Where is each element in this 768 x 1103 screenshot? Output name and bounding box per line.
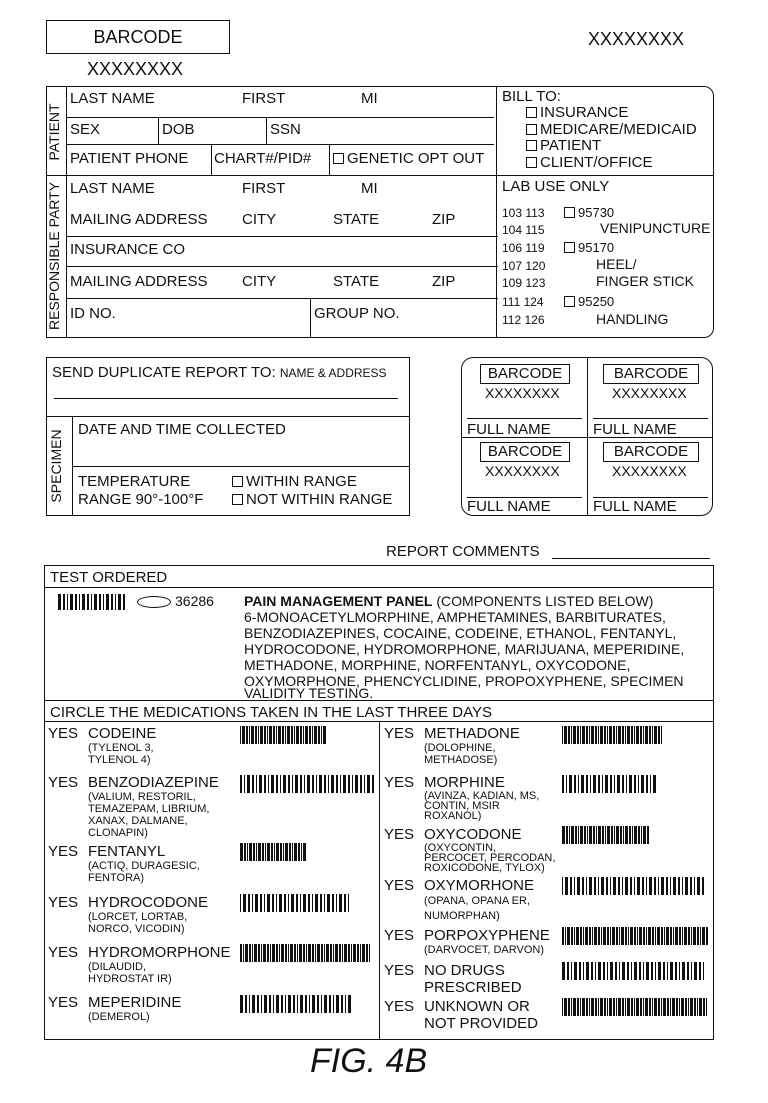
patient-last-name-field[interactable]: LAST NAME [70, 90, 155, 107]
test-select-oval[interactable] [137, 596, 171, 608]
ins-city-field[interactable]: CITY [242, 273, 277, 290]
rp-zip-field[interactable]: ZIP [432, 211, 456, 228]
report-comments-label: REPORT COMMENTS [386, 543, 540, 560]
meperidine-barcode [240, 995, 354, 1013]
lab-code-row-7: 112 126 [502, 313, 545, 327]
specimen-section-label: SPECIMEN [48, 429, 64, 503]
lab-handling: HANDLING [596, 311, 669, 327]
lab-code-row-6: 111 124 [502, 295, 544, 309]
checkbox-icon [526, 140, 537, 151]
patient-section-label: PATIENT [46, 103, 62, 161]
group-no-field[interactable]: GROUP NO. [314, 305, 400, 322]
within-range-checkbox[interactable]: WITHIN RANGE [232, 473, 357, 490]
test-barcode [58, 594, 126, 610]
patient-phone-field[interactable]: PATIENT PHONE [70, 150, 189, 167]
barcode-number: XXXXXXXX [87, 59, 184, 79]
label-barcode-4: BARCODE [603, 442, 699, 462]
barcode-box [46, 20, 230, 54]
temperature-label: TEMPERATURE [78, 473, 191, 490]
label-number-2: XXXXXXXX [612, 385, 687, 401]
porpoxyphene-barcode [562, 927, 708, 945]
panel-line-1: PAIN MANAGEMENT PANEL (COMPONENTS LISTED BELOW) [244, 593, 654, 609]
test-code: 36286 [175, 593, 214, 609]
rp-mi-field[interactable]: MI [361, 180, 378, 197]
label-barcode-2: BARCODE [603, 364, 699, 384]
checkbox-icon [564, 296, 575, 307]
morphine-barcode [562, 775, 656, 793]
panel-line-6: OXYMORPHONE, PHENCYCLIDINE, PROPOXYPHENE, SPECIMEN [244, 673, 684, 689]
panel-line-5: METHADONE, MORPHINE, NORFENTANYL, OXYCODONE, [244, 657, 631, 673]
patient-dob-field[interactable]: DOB [162, 121, 195, 138]
date-time-collected-field[interactable]: DATE AND TIME COLLECTED [78, 421, 286, 438]
lab-check-95170[interactable]: 95170 [564, 240, 614, 255]
rp-city-field[interactable]: CITY [242, 211, 277, 228]
form-number: XXXXXXXX [588, 29, 685, 49]
chart-pid-field[interactable]: CHART#/PID# [214, 150, 312, 167]
bill-to-patient-checkbox[interactable]: PATIENT [526, 137, 601, 154]
panel-line-2: 6-MONOACETYLMORPHINE, AMPHETAMINES, BARBITURATES, [244, 609, 666, 625]
bill-to-title: BILL TO: [502, 88, 561, 105]
checkbox-icon [564, 242, 575, 253]
label-full-name-4[interactable]: FULL NAME [593, 498, 677, 515]
checkbox-icon [526, 107, 537, 118]
panel-line-3: BENZODIAZEPINES, COCAINE, CODEINE, ETHANOL, FENTANYL, [244, 625, 677, 641]
lab-code-row-3: 106 119 [502, 241, 545, 255]
genetic-opt-out-checkbox[interactable]: GENETIC OPT OUT [333, 150, 484, 167]
lab-venipuncture: VENIPUNCTURE [600, 220, 711, 236]
duplicate-report-label: SEND DUPLICATE REPORT TO: NAME & ADDRESS [52, 364, 387, 381]
label-full-name-3[interactable]: FULL NAME [467, 498, 551, 515]
figure-label: FIG. 4B [310, 1042, 428, 1080]
fentanyl-barcode [240, 843, 306, 861]
patient-mi-field[interactable]: MI [361, 90, 378, 107]
checkbox-icon [232, 476, 243, 487]
ins-state-field[interactable]: STATE [333, 273, 380, 290]
lab-code-row-5: 109 123 [502, 276, 546, 290]
lab-code-row-1: 103 113 [502, 206, 545, 220]
medications-header: CIRCLE THE MEDICATIONS TAKEN IN THE LAST THREE DAYS [50, 704, 493, 721]
bill-to-client-checkbox[interactable]: CLIENT/OFFICE [526, 154, 653, 171]
benzodiazepine-barcode [240, 775, 376, 793]
label-barcode-1: BARCODE [480, 364, 570, 384]
rp-first-name-field[interactable]: FIRST [242, 180, 286, 197]
id-no-field[interactable]: ID NO. [70, 305, 116, 322]
label-number-3: XXXXXXXX [485, 463, 560, 479]
rp-state-field[interactable]: STATE [333, 211, 380, 228]
test-ordered-header: TEST ORDERED [50, 569, 168, 586]
lab-code-row-4: 107 120 [502, 259, 546, 273]
checkbox-icon [526, 124, 537, 135]
label-number-4: XXXXXXXX [612, 463, 687, 479]
oxycodone-barcode [562, 826, 650, 844]
label-number-1: XXXXXXXX [485, 385, 560, 401]
hydrocodone-barcode [240, 894, 352, 912]
rp-last-name-field[interactable]: LAST NAME [70, 180, 155, 197]
ins-zip-field[interactable]: ZIP [432, 273, 456, 290]
methadone-barcode [562, 726, 662, 744]
lab-check-95250[interactable]: 95250 [564, 294, 614, 309]
panel-line-4: HYDROCODONE, HYDROMORPHONE, MARIJUANA, MEPERIDINE, [244, 641, 685, 657]
lab-heel: HEEL/ [596, 256, 637, 272]
ins-mailing-field[interactable]: MAILING ADDRESS [70, 273, 208, 290]
report-comments-line[interactable] [552, 558, 710, 559]
lab-check-95730[interactable]: 95730 [564, 205, 614, 220]
codeine-barcode [240, 726, 326, 744]
checkbox-icon [526, 157, 537, 168]
rp-mailing-field[interactable]: MAILING ADDRESS [70, 211, 208, 228]
insurance-co-field[interactable]: INSURANCE CO [70, 241, 186, 258]
lab-code-row-2: 104 115 [502, 223, 545, 237]
checkbox-icon [232, 494, 243, 505]
responsible-party-section-label: RESPONSIBLE PARTY [46, 181, 62, 331]
unknown-barcode [562, 998, 708, 1016]
not-within-range-checkbox[interactable]: NOT WITHIN RANGE [232, 491, 392, 508]
no-drugs-barcode [562, 962, 706, 980]
bill-to-insurance-checkbox[interactable]: INSURANCE [526, 104, 628, 121]
lab-use-title: LAB USE ONLY [502, 178, 610, 195]
bill-to-medicare-checkbox[interactable]: MEDICARE/MEDICAID [526, 121, 697, 138]
patient-first-name-field[interactable]: FIRST [242, 90, 286, 107]
temperature-range-label: RANGE 90°-100°F [78, 491, 204, 508]
patient-ssn-field[interactable]: SSN [270, 121, 301, 138]
label-barcode-3: BARCODE [480, 442, 570, 462]
oxymorhone-barcode [562, 877, 704, 895]
checkbox-icon [564, 207, 575, 218]
lab-finger-stick: FINGER STICK [596, 273, 695, 289]
hydromorphone-barcode [240, 944, 370, 962]
label-full-name-1[interactable]: FULL NAME [467, 421, 551, 438]
patient-sex-field[interactable]: SEX [70, 121, 101, 138]
panel-line-7: VALIDITY TESTING. [244, 685, 374, 701]
checkbox-icon [333, 153, 344, 164]
barcode-label: BARCODE [93, 27, 183, 47]
label-full-name-2[interactable]: FULL NAME [593, 421, 677, 438]
